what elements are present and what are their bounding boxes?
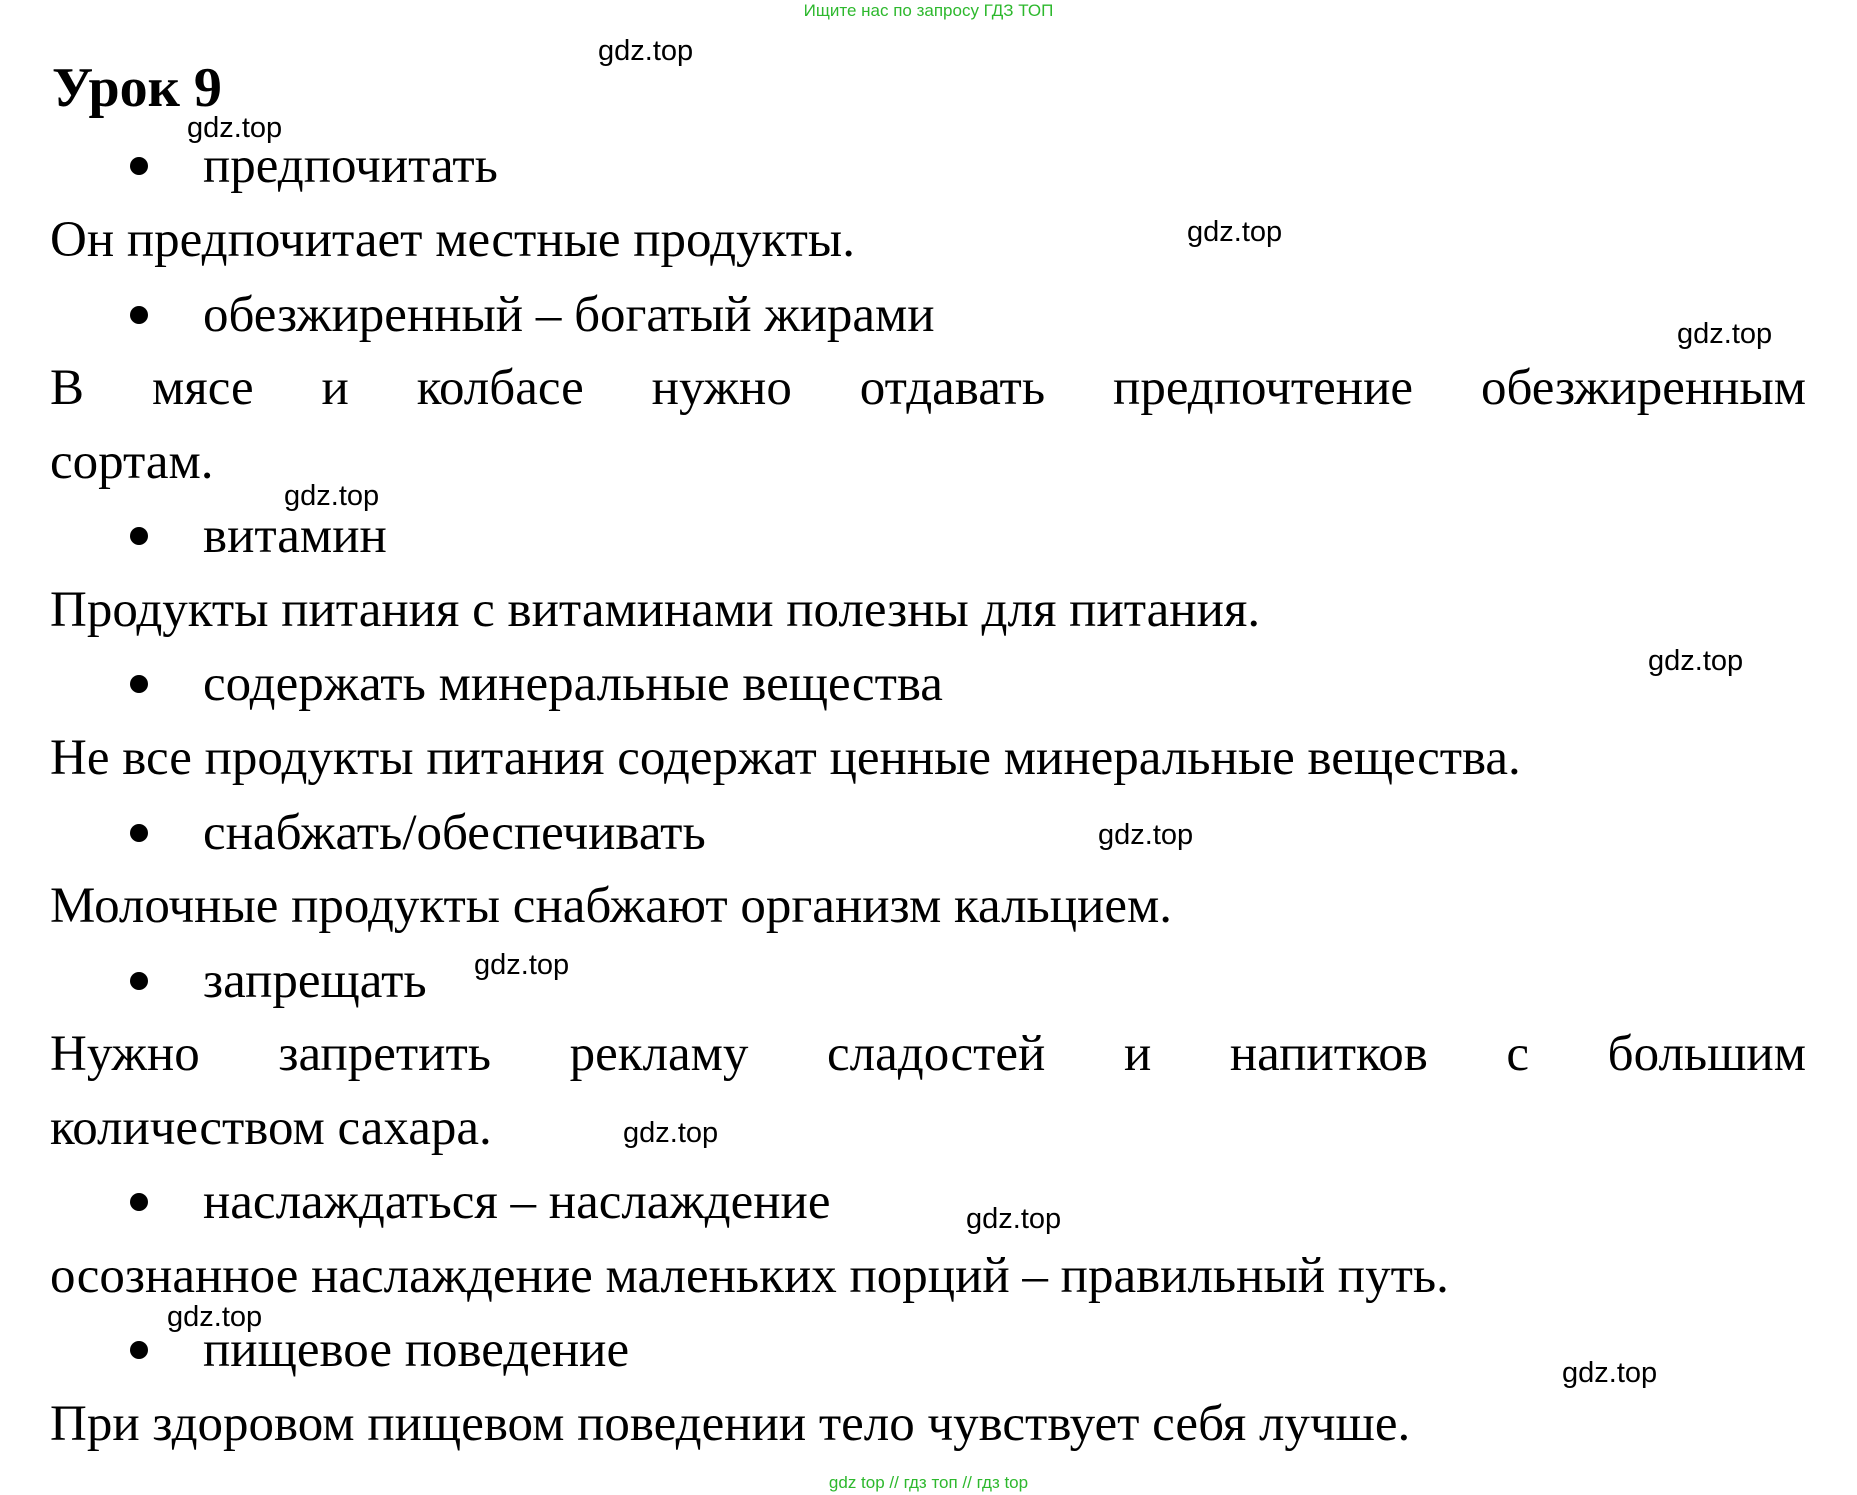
page-title: Урок 9 [52, 57, 222, 119]
example-sentence: При здоровом пищевом поведении тело чувствует себя лучше. [50, 1396, 1411, 1452]
bottom-banner: gdz top // гдз топ // гдз top [828, 1473, 1029, 1492]
list-item-term [130, 1172, 831, 1232]
example-sentence: Продукты питания с витаминами полезны для питания. [50, 582, 1261, 638]
example-sentence: количеством сахара. [50, 1100, 492, 1156]
term-text: пищевое поведение [203, 1322, 630, 1378]
example-sentence: Нужно запретить рекламу сладостей и напитков с большим [50, 1026, 1806, 1082]
bullet-icon [130, 1341, 148, 1359]
bullet-icon [130, 972, 148, 990]
term-text: обезжиренный – богатый жирами [203, 287, 935, 343]
term-text: наслаждаться – наслаждение [203, 1174, 831, 1230]
example-sentence: В мясе и колбасе нужно отдавать предпочтение обезжиренным [50, 360, 1806, 416]
example-sentence: Молочные продукты снабжают организм кальцием. [50, 878, 1173, 934]
list-item-term [130, 803, 706, 863]
bullet-icon [130, 675, 148, 693]
watermark: gdz.top [167, 1301, 263, 1333]
watermark: gdz.top [474, 949, 570, 981]
watermark: gdz.top [284, 480, 380, 512]
list-item-term [130, 951, 427, 1011]
watermark: gdz.top [187, 112, 283, 144]
example-sentence: Не все продукты питания содержат ценные минеральные вещества. [50, 730, 1521, 786]
watermark: gdz.top [623, 1117, 719, 1149]
term-text: предпочитать [203, 138, 498, 194]
watermark: gdz.top [1098, 819, 1194, 851]
watermark: gdz.top [598, 35, 694, 67]
list-item-term [130, 506, 387, 566]
top-banner: Ищите нас по запросу ГДЗ ТОП [803, 1, 1054, 20]
example-sentence: осознанное наслаждение маленьких порций – правильный путь. [50, 1248, 1449, 1304]
term-text: витамин [203, 508, 387, 564]
term-text: снабжать/обеспечивать [203, 805, 706, 861]
list-item-term [130, 136, 498, 196]
watermark: gdz.top [1562, 1357, 1658, 1389]
term-text: запрещать [203, 953, 427, 1009]
bullet-icon [130, 1193, 148, 1211]
watermark: gdz.top [1677, 318, 1773, 350]
watermark: gdz.top [1648, 645, 1744, 677]
list-item-term [130, 285, 935, 345]
bullet-icon [130, 157, 148, 175]
bullet-icon [130, 527, 148, 545]
bullet-icon [130, 824, 148, 842]
bullet-icon [130, 306, 148, 324]
term-text: содержать минеральные вещества [203, 656, 943, 712]
list-item-term [130, 654, 943, 714]
watermark: gdz.top [966, 1203, 1062, 1235]
watermark: gdz.top [1187, 216, 1283, 248]
example-sentence: Он предпочитает местные продукты. [50, 212, 855, 268]
example-sentence: сортам. [50, 434, 214, 490]
